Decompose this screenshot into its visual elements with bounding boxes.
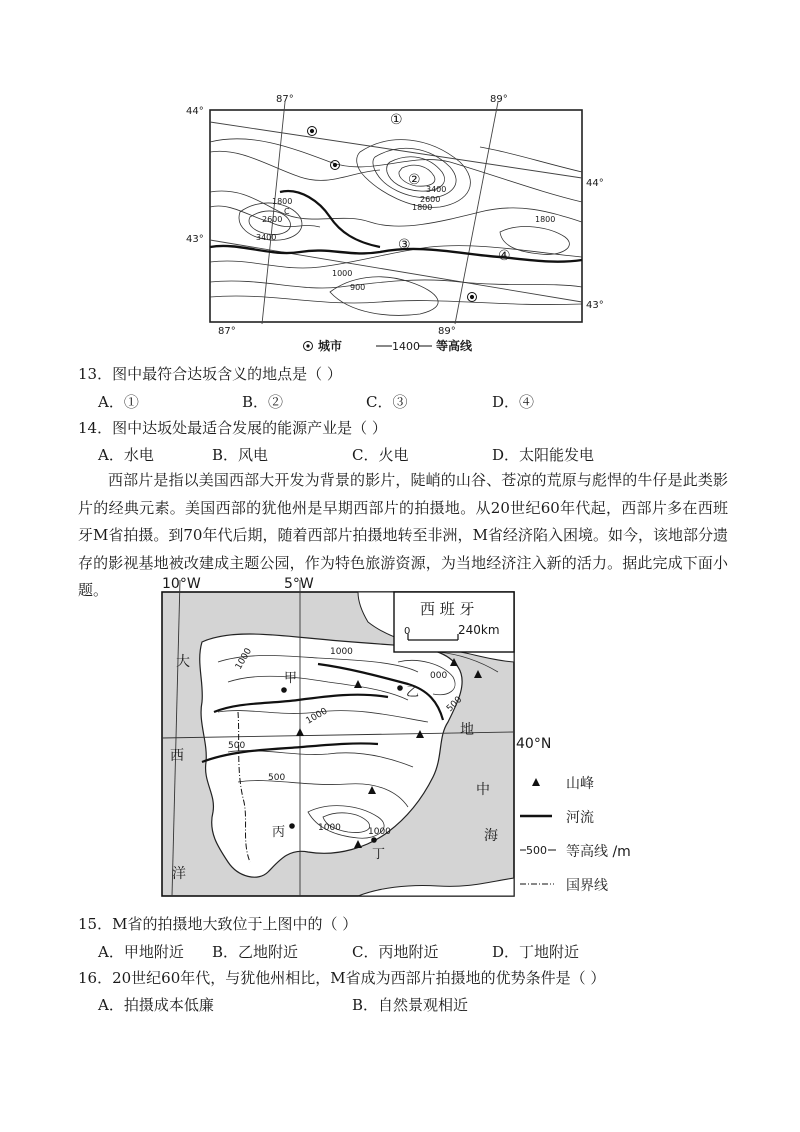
legend-peak-text: 山峰 bbox=[566, 776, 594, 792]
legend-contour-text: 等高线 bbox=[436, 339, 473, 353]
q15-option-d[interactable]: D．丁地附近 bbox=[492, 943, 580, 961]
spain-map-svg bbox=[158, 572, 658, 902]
question-16-stem: 16．20世纪60年代，与犹他州相比，M省成为西部片拍摄地的优势条件是（ ） bbox=[78, 969, 606, 987]
lat-40n-label: 40°N bbox=[516, 736, 552, 752]
lon-87-bottom: 87° bbox=[218, 326, 236, 337]
ocean-char-3: 洋 bbox=[172, 866, 186, 882]
contour-label-3400-a: 3400 bbox=[426, 185, 447, 194]
place-bing-dot bbox=[289, 823, 295, 829]
lon-89-top: 89° bbox=[490, 94, 508, 105]
lat-44-left: 44° bbox=[186, 106, 204, 117]
legend-contour-text: 等高线 /m bbox=[566, 844, 631, 860]
contour-label-1000-b: 1000 bbox=[304, 706, 330, 727]
place-yi-dot bbox=[397, 685, 403, 691]
lon-87-top: 87° bbox=[276, 94, 294, 105]
contour-label-1000-c: 1000 bbox=[318, 823, 341, 833]
contour-label-1800-c: 1800 bbox=[272, 197, 293, 206]
lon-89-bottom: 89° bbox=[438, 326, 456, 337]
legend-city-text: 城市 bbox=[318, 339, 343, 353]
scale-length: 240km bbox=[458, 623, 500, 637]
q14-option-c[interactable]: C．火电 bbox=[352, 446, 409, 464]
sea-char-2: 中 bbox=[476, 782, 490, 798]
legend-contour-value: 1400 bbox=[392, 340, 420, 353]
legend-river-text: 河流 bbox=[566, 810, 594, 826]
spain-map-figure bbox=[158, 572, 658, 902]
q13-option-c[interactable]: C．③ bbox=[366, 393, 408, 411]
sea-char-3: 海 bbox=[484, 828, 498, 844]
lat-43-left: 43° bbox=[186, 234, 204, 245]
lat-43-right: 43° bbox=[586, 300, 604, 311]
lon-5w-label: 5°W bbox=[284, 576, 314, 592]
q14-option-b[interactable]: B．风电 bbox=[212, 446, 269, 464]
contour-label-900: 900 bbox=[350, 283, 366, 292]
question-13-stem: 13．图中最符合达坂含义的地点是（ ） bbox=[78, 365, 342, 383]
place-jia-dot bbox=[281, 687, 287, 693]
place-ding-label: 丁 bbox=[372, 847, 386, 862]
map1-legend bbox=[304, 338, 474, 353]
legend-contour-value: 500 bbox=[526, 844, 547, 857]
q13-option-b[interactable]: B．② bbox=[242, 393, 284, 411]
contour-label-1000: 1000 bbox=[332, 269, 353, 278]
ocean-char-2: 西 bbox=[170, 748, 184, 764]
q15-option-b[interactable]: B．乙地附近 bbox=[212, 943, 299, 961]
q14-option-a[interactable]: A．水电 bbox=[98, 446, 154, 464]
question-15-stem: 15．M省的拍摄地大致位于上图中的（ ） bbox=[78, 915, 358, 933]
place-ding-dot bbox=[371, 837, 377, 843]
lon-10w-label: 10°W bbox=[162, 576, 201, 592]
contour-map-figure bbox=[180, 92, 610, 360]
contour-label-500-b: 500 bbox=[268, 773, 286, 783]
contour-label-2600-a: 2600 bbox=[420, 195, 441, 204]
q16-option-a[interactable]: A．拍摄成本低廉 bbox=[98, 996, 214, 1014]
legend-peak-icon bbox=[532, 778, 540, 786]
contour-label-500-c: 500 bbox=[445, 694, 465, 715]
place-yi-label: 乙 bbox=[406, 685, 420, 700]
place-bing-label: 丙 bbox=[272, 825, 286, 840]
contour-label-1800-a: 1800 bbox=[412, 203, 433, 212]
contour-label-1000-d: 1000 bbox=[368, 827, 391, 837]
point-1-label: ① bbox=[390, 112, 403, 128]
contour-map-svg bbox=[180, 92, 610, 360]
point-3-label: ③ bbox=[398, 237, 411, 253]
contour-label-000: 000 bbox=[430, 671, 448, 681]
ocean-char-1: 大 bbox=[176, 654, 190, 670]
question-14-stem: 14．图中达坂处最适合发展的能源产业是（ ） bbox=[78, 419, 387, 437]
q16-option-b[interactable]: B．自然景观相近 bbox=[352, 996, 469, 1014]
place-jia-label: 甲 bbox=[284, 671, 298, 686]
q15-option-a[interactable]: A．甲地附近 bbox=[98, 943, 184, 961]
reading-passage: 西部片是指以美国西部大开发为背景的影片，陡峭的山谷、苍凉的荒原与彪悍的牛仔是此类影片的经典元素。美国西部的犹他州是早期西部片的拍摄地。从20世纪60年代起，西部片多在西班牙M省拍摄。到70年代后期，随着西部片拍摄地转至非洲，M省经济陷入困境。如今，该地部分遗存的影视基地被改建成主题公园，作为特色旅游资源，为当地经济注入新的活力。据此完成下面小题。 bbox=[78, 471, 728, 599]
contour-label-1000-e: 1000 bbox=[330, 647, 353, 657]
contour-label-1800-b: 1800 bbox=[535, 215, 556, 224]
sea-char-1: 地 bbox=[460, 722, 474, 738]
contour-label-2600-b: 2600 bbox=[262, 215, 283, 224]
q15-option-c[interactable]: C．丙地附近 bbox=[352, 943, 439, 961]
scale-zero: 0 bbox=[404, 626, 411, 637]
legend-border-text: 国界线 bbox=[566, 878, 608, 894]
contour-label-3400-b: 3400 bbox=[256, 233, 277, 242]
q14-option-d[interactable]: D．太阳能发电 bbox=[492, 446, 595, 464]
contour-label-c: C bbox=[284, 207, 290, 216]
contour-label-1000-a: 1000 bbox=[233, 646, 255, 672]
lat-44-right: 44° bbox=[586, 178, 604, 189]
q13-option-a[interactable]: A．① bbox=[98, 393, 139, 411]
point-2-label: ② bbox=[408, 172, 421, 188]
q13-option-d[interactable]: D．④ bbox=[492, 393, 535, 411]
contour-label-500-a: 500 bbox=[228, 741, 246, 751]
map2-title: 西 班 牙 bbox=[420, 600, 475, 618]
point-4-label: ④ bbox=[498, 248, 511, 264]
map2-legend bbox=[520, 776, 631, 894]
